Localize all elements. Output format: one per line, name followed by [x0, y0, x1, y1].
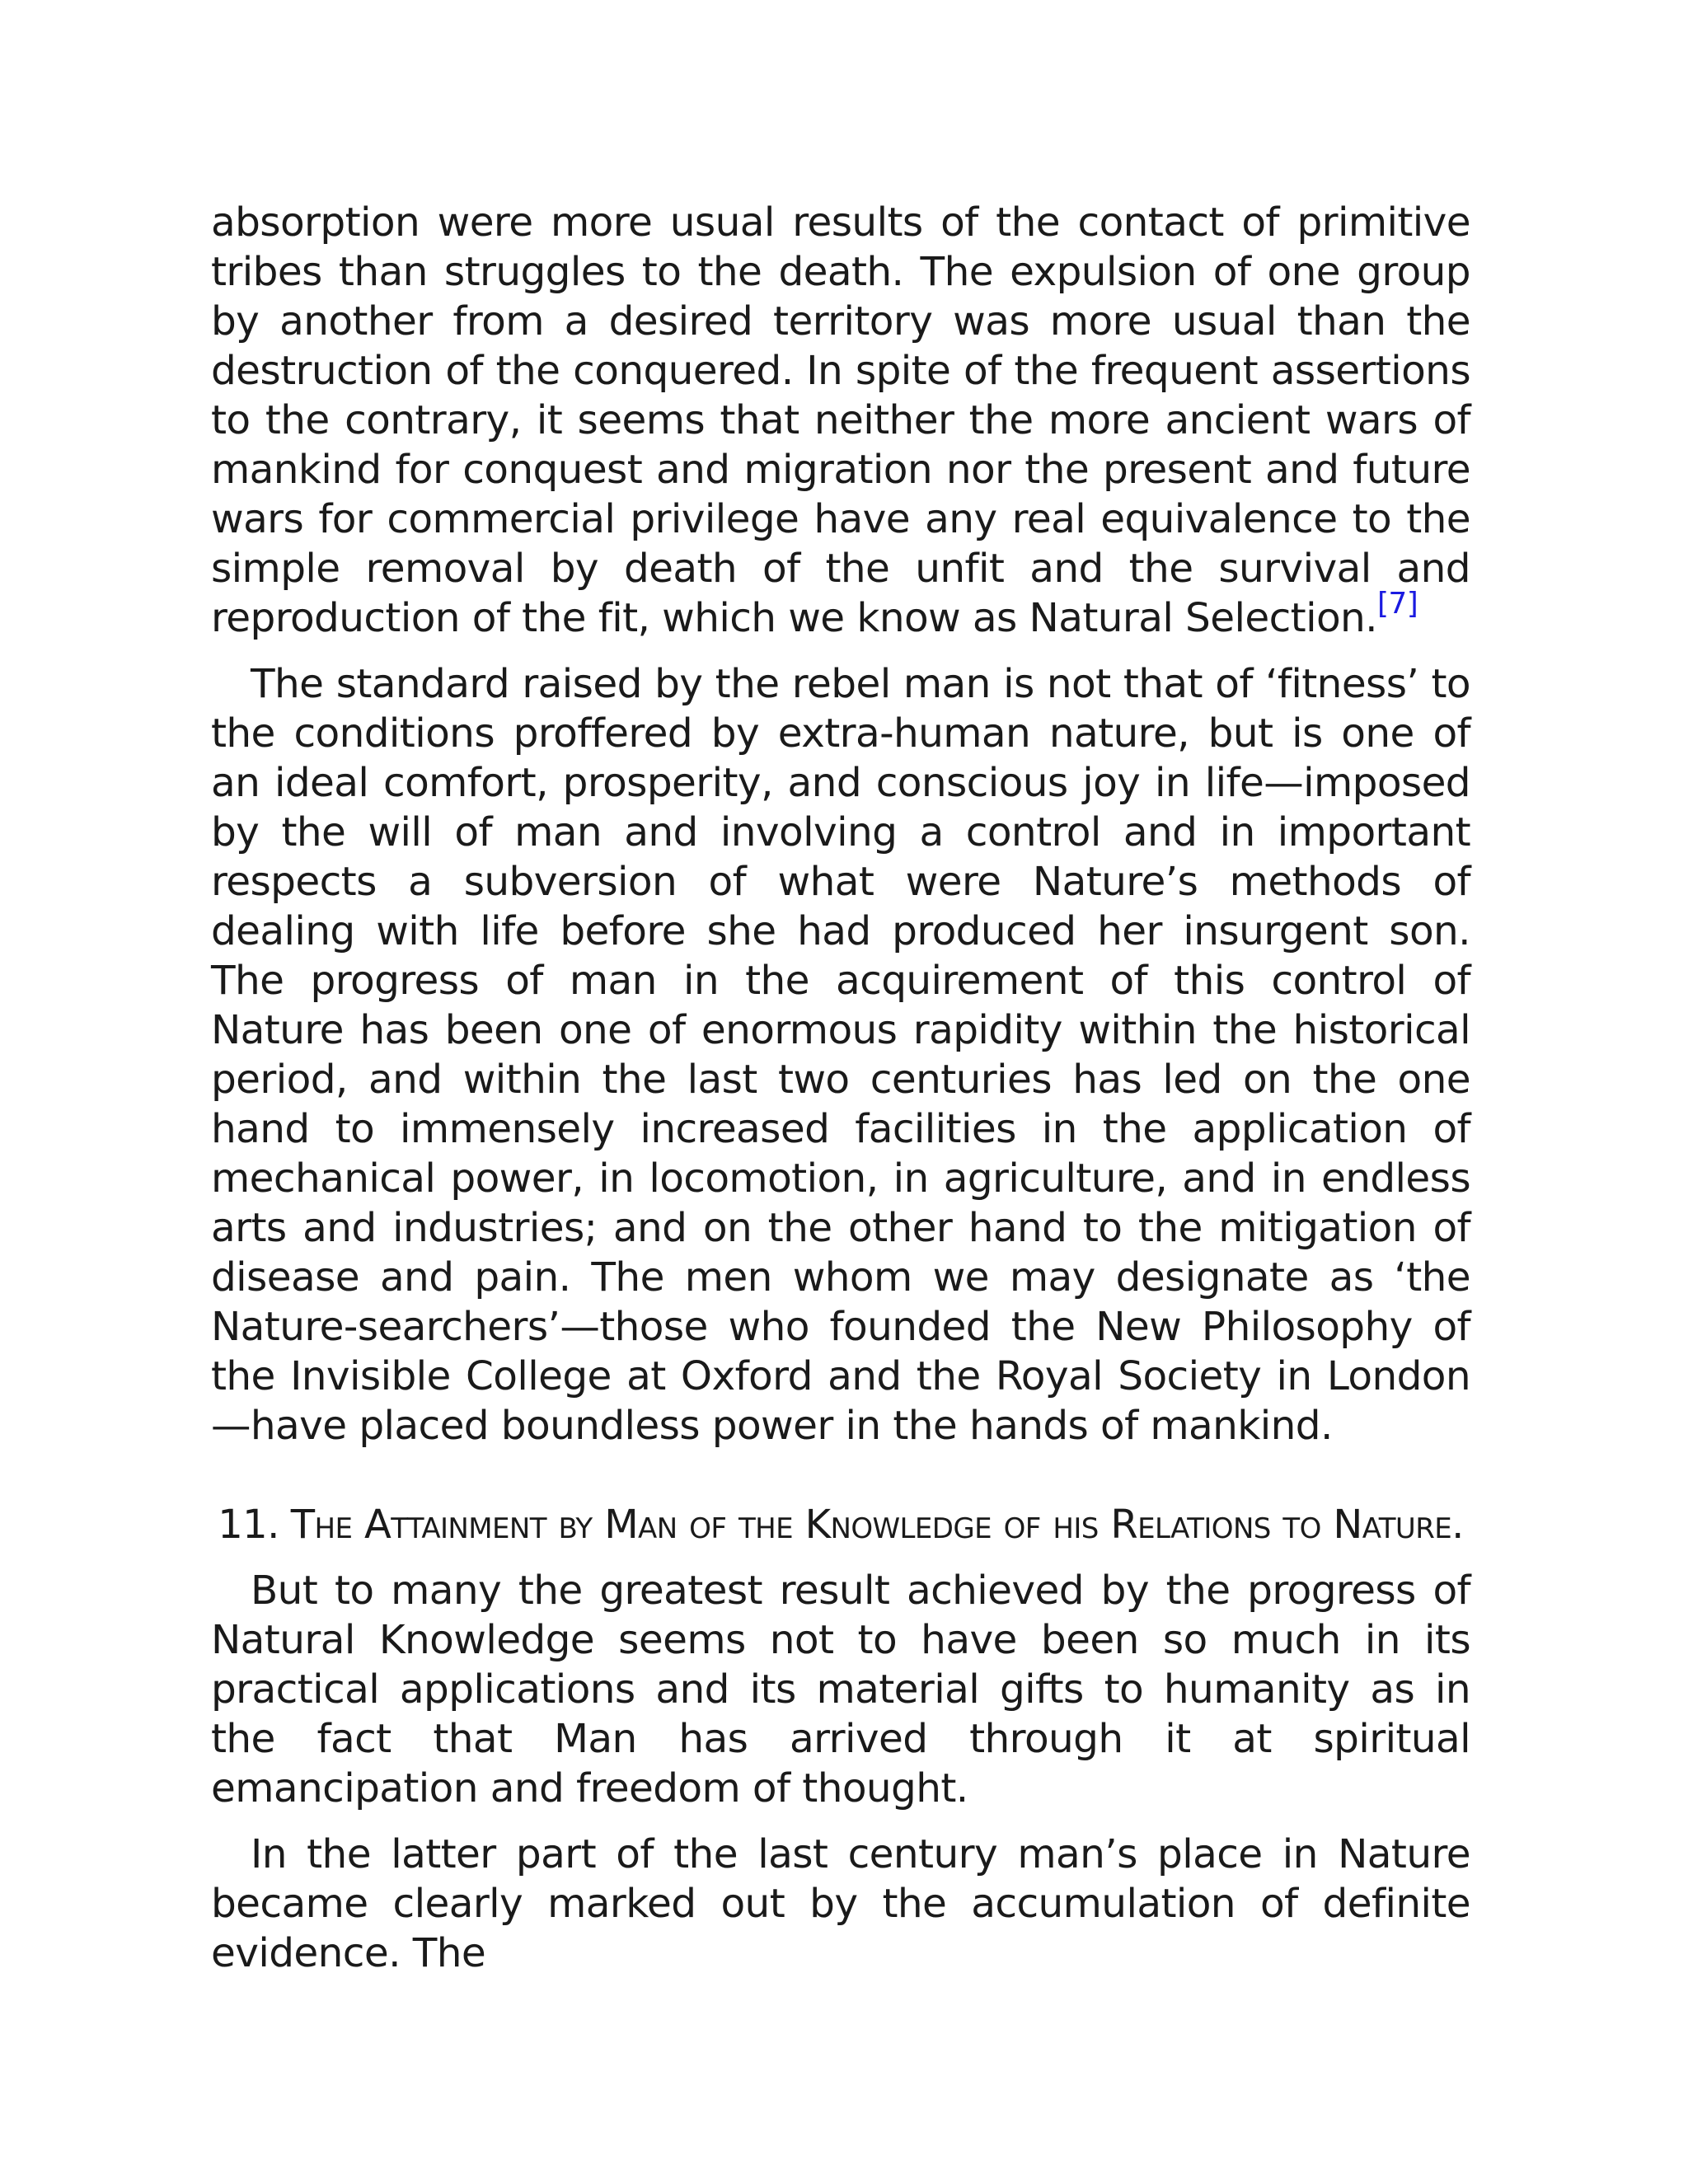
- paragraph-mans-place: In the latter part of the last century man’s place in Nature became clearly marked out by the accumulation of definite evidence. The: [211, 1831, 1470, 1976]
- paragraph-natural-knowledge: But to many the greatest result achieved by the progress of Natural Knowledge seems not to have been so much in its practical applications and its material gifts to humanity as in the fact that Man has arrived through it at spiritual emancipation and freedom of thought.: [211, 1568, 1470, 1811]
- section-number: 11.: [218, 1502, 279, 1548]
- section-heading: [211, 1500, 1470, 1549]
- section-title: The Attainment by Man of the Knowledge of his Relations to Nature.: [290, 1502, 1464, 1548]
- paragraph-text: absorption were more usual results of the contact of primitive tribes than struggles to the death. The expulsion of one group by another from a desired territory was more usual than the destruction of the conquered. In spite of the frequent assertions to the contrary, it seems that neither the more ancient wars of mankind for conquest and migration nor the present and future wars for commercial privilege have any real equivalence to the simple removal by death of the unfit and the survival and reproduction of the fit, which we know as Natural Selection.: [211, 199, 1470, 641]
- paragraph-rebel-man: The standard raised by the rebel man is not that of ‘fitness’ to the conditions proffered by extra-human nature, but is one of an ideal comfort, prosperity, and conscious joy in life—imposed by the will of man and involving a control and in important respects a subversion of what were Nature’s methods of dealing with life before she had produced her insurgent son. The progress of man in the acquirement of this control of Nature has been one of enormous rapidity within the historical period, and within the last two centuries has led on the one hand to immensely increased facilities in the application of mechanical power, in locomotion, in agriculture, and in endless arts and industries; and on the other hand to the mitigation of disease and pain. The men whom we may designate as ‘the Nature-searchers’—those who founded the New Philosophy of the Invisible College at Oxford and the Royal Society in London—have placed boundless power in the hands of mankind.: [211, 661, 1470, 1449]
- document-page: [211, 198, 1470, 1978]
- footnote-link-7[interactable]: [7]: [1376, 587, 1418, 621]
- paragraph-natural-selection: [211, 198, 1470, 643]
